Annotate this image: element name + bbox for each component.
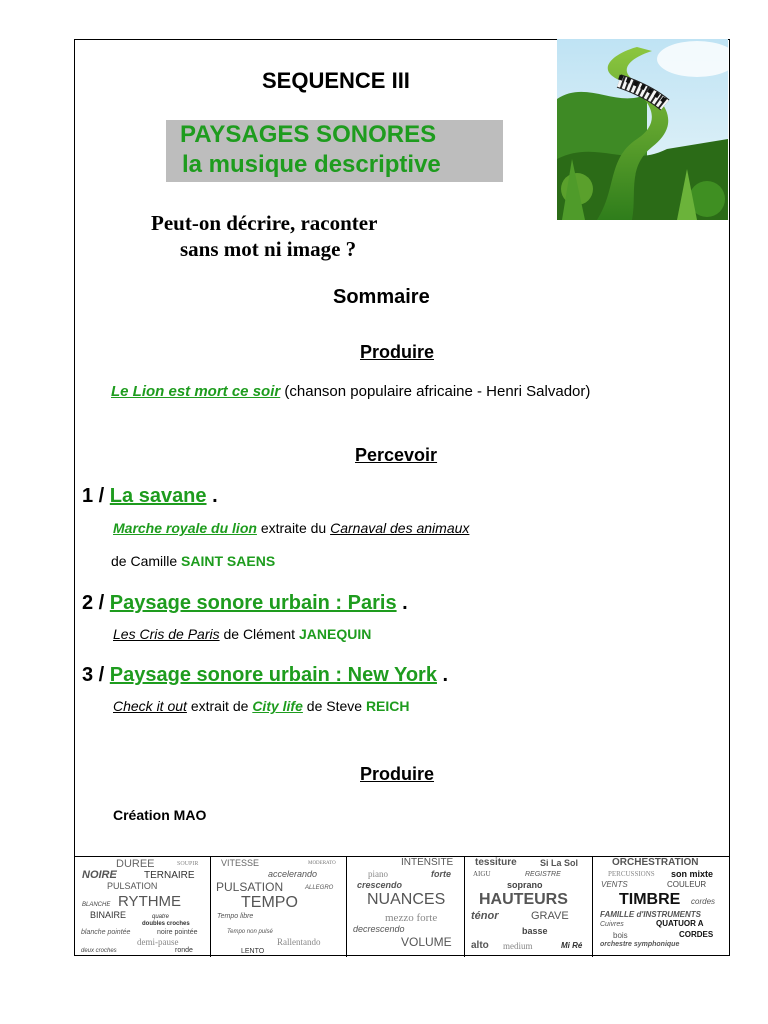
subtitle-line-1: PAYSAGES SONORES [180,121,437,148]
cloud-word: PULSATION [216,880,284,894]
item-3-dot: . [436,664,449,686]
item-3-title-link[interactable]: Paysage sonore urbain : New York [109,664,437,686]
cloud-word: Tempo libre [217,913,254,920]
word-cloud-timbre [593,857,730,957]
item-3-heading [82,664,448,687]
cloud-word: blanche pointée [81,929,131,936]
sequence-title: SEQUENCE III [262,68,410,93]
item-2-dot: . [396,592,408,614]
cloud-word: demi-pause [137,937,179,947]
item-1-work-link[interactable]: Marche royale du lion [113,520,257,536]
cloud-word: BINAIRE [90,910,127,920]
item-1-work-line [113,520,469,536]
cloud-word: ronde [175,947,193,954]
question-line-2: sans mot ni image ? [180,237,357,261]
cloud-word: RYTHME [118,893,182,910]
word-cloud-strip [74,856,730,956]
cloud-word: orchestre symphonique [600,941,680,948]
cloud-word: Tempo non pulsé [227,929,273,935]
cloud-word: medium [503,941,533,951]
cloud-word: BLANCHE [82,902,111,908]
cloud-word: TIMBRE [619,891,681,908]
item-2-mid: de Clément [219,626,299,642]
cloud-word: SOUPIR [177,861,199,867]
cloud-word: MODERATO [308,861,336,866]
item-2-title-link[interactable]: Paysage sonore urbain : Paris [109,592,397,614]
cloud-word: Mi Ré [561,941,583,950]
item-1-composer-prefix: de Camille [111,553,182,569]
cloud-word: Cuivres [600,921,624,928]
word-cloud-nuances [347,857,465,957]
cloud-word: Rallentando [277,937,321,947]
cloud-word: alto [471,940,489,951]
cloud-word: piano [368,869,388,879]
item-1-dot: . [206,485,218,507]
produire-heading: Produire [360,342,435,362]
item-3-work: Check it out [113,698,187,714]
item-2-number: 2 / [82,592,110,614]
item-2-work: Les Cris de Paris [113,626,220,642]
piano-path-illustration [557,39,728,220]
cloud-word: quatre [152,914,170,920]
cloud-word: doubles croches [142,921,190,927]
song-link[interactable]: Le Lion est mort ce soir [111,383,281,400]
item-2-composer: JANEQUIN [298,626,372,642]
cloud-word: TEMPO [241,894,298,911]
subtitle-line-2: la musique descriptive [182,151,441,178]
cloud-word: AIGU [473,870,491,878]
cloud-word: GRAVE [531,910,569,922]
produire-song-line [111,383,590,400]
cloud-word: NOIRE [82,869,117,881]
cloud-word: bois [613,931,628,940]
percevoir-heading: Percevoir [355,445,438,465]
cloud-word: HAUTEURS [479,891,568,908]
summary-heading: Sommaire [333,286,430,308]
word-cloud-tempo [211,857,347,957]
item-3-work-line [113,698,410,714]
item-1-title-link[interactable]: La savane [109,485,207,507]
item-1-composer: SAINT SAENS [181,553,276,569]
item-3-mid2: de Steve [302,698,366,714]
cloud-word: ALLEGRO [305,885,334,891]
cloud-word: ORCHESTRATION [612,857,699,868]
cloud-word: FAMILLE d'INSTRUMENTS [600,910,702,919]
item-1-number: 1 / [82,485,110,507]
cloud-word: forte [431,869,451,879]
cloud-word: INTENSITE [401,857,454,868]
item-3-number: 3 / [82,664,110,686]
item-1-source: Carnaval des animaux [330,520,470,536]
item-3-composer: REICH [365,698,410,714]
item-2-work-line [113,626,371,642]
cloud-word: QUATUOR A [656,919,704,928]
creation-mao: Création MAO [113,807,207,823]
cloud-word: soprano [507,880,543,890]
cloud-word: accelerando [268,869,318,879]
cloud-word: NUANCES [367,891,446,908]
cloud-word: VOLUME [401,935,452,949]
cloud-word: VENTS [601,880,628,889]
cloud-word: Si La Sol [540,858,579,868]
cloud-word: deux croches [81,948,117,954]
item-1-composer-line [111,553,275,569]
item-1-mid: extraite du [256,520,331,536]
cloud-word: ténor [471,910,499,922]
cloud-word: LENTO [241,948,265,955]
item-1-heading [82,485,218,508]
cloud-word: basse [522,926,548,936]
cloud-word: crescendo [357,880,403,890]
song-detail: (chanson populaire africaine - Henri Salvador) [280,383,591,400]
cloud-word: TERNAIRE [144,870,195,881]
cloud-word: son mixte [671,869,714,879]
item-3-mid: extrait de [186,698,253,714]
cloud-word: CORDES [679,930,714,939]
word-cloud-rythme [74,857,211,957]
produire-2-heading: Produire [360,764,435,784]
cloud-word: PULSATION [107,881,158,891]
cloud-word: decrescendo [353,924,405,934]
cloud-word: mezzo forte [385,912,438,924]
cloud-word: REGISTRE [525,871,561,878]
cloud-word: COULEUR [667,880,707,889]
cloud-word: VITESSE [221,858,260,868]
word-cloud-hauteurs [465,857,593,957]
cloud-word: PERCUSSIONS [608,870,655,878]
question-line-1: Peut-on décrire, raconter [151,211,378,235]
cloud-word: tessiture [475,857,517,868]
cloud-word: noire pointée [157,929,198,936]
item-3-source-link[interactable]: City life [252,698,303,714]
item-2-heading [82,592,408,615]
cloud-word: cordes [691,897,716,906]
cloud-word: DUREE [116,858,155,870]
